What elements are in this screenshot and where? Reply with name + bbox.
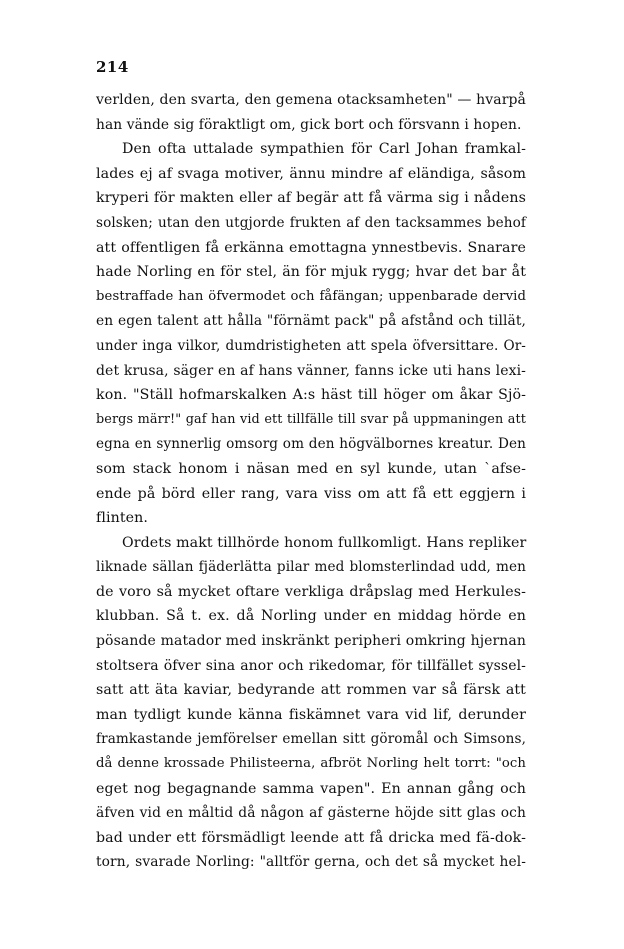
text-line: det krusa, säger en af hans vänner, fanns icke uti hans lexi- (96, 362, 526, 379)
text-line: flinten. (96, 510, 149, 527)
text-line: Den ofta uttalade sympathien för Carl Johan framkal- (122, 141, 526, 158)
page-number: 214 (96, 58, 129, 76)
text-line: Ordets makt tillhörde honom fullkomligt. Hans repliker (122, 534, 527, 551)
text-line: hade Norling en för stel, än för mjuk rygg; hvar det bar åt (96, 264, 526, 281)
text-line: solsken; utan den utgjorde frukten af den tacksammes behof (96, 214, 526, 231)
text-line: ende på börd eller rang, vara viss om att få ett eggjern i (96, 485, 526, 502)
text-line: torn, svarade Norling: "alltför gerna, och det så mycket hel- (96, 854, 526, 871)
text-line: bestraffade han öfvermodet och fåfängan; uppenbarade dervid (96, 288, 526, 304)
text-line: han vände sig föraktligt om, gick bort och försvann i hopen. (96, 116, 522, 133)
body-text (96, 88, 526, 875)
text-line: lades ej af svaga motiver, ännu mindre af eländiga, såsom (96, 165, 526, 182)
text-line: verlden, den svarta, den gemena otacksamheten" — hvarpå (96, 92, 526, 108)
text-line: bad under ett försmädligt leende att få dricka med fä-dok- (96, 829, 526, 846)
text-line: framkastande jemförelser emellan sitt göromål och Simsons, (96, 731, 526, 748)
text-line: kon. "Ställ hofmarskalken A:s häst till höger om åkar Sjö- (96, 387, 526, 404)
text-line: de voro så mycket oftare verkliga dråpslag med Herkules- (96, 583, 526, 600)
text-line: stoltsera öfver sina anor och rikedomar, för tillfället syssel- (96, 657, 526, 674)
text-line: man tydligt kunde känna fiskämnet vara vid lif, derunder (96, 706, 526, 723)
text-line: kryperi för makten eller af begär att få värma sig i nådens (96, 190, 526, 207)
text-line: egna en synnerlig omsorg om den högvälbornes kreatur. Den (96, 436, 526, 453)
text-line: bergs märr!" gaf han vid ett tillfälle till svar på uppmaningen att (96, 411, 526, 427)
text-line: klubban. Så t. ex. då Norling under en middag hörde en (96, 608, 526, 625)
text-line: äfven vid en måltid då någon af gästerne höjde sitt glas och (96, 805, 526, 822)
text-line: som stack honom i näsan med en syl kunde, utan `afse- (96, 460, 526, 477)
text-line: liknade sällan fjäderlätta pilar med blomsterlindad udd, men (96, 559, 526, 576)
text-line: eget nog begagnande samma vapen". En annan gång och (96, 780, 526, 797)
text-line: en egen talent att hålla "förnämt pack" på afstånd och tillät, (96, 313, 526, 330)
text-line: satt att äta kaviar, bedyrande att rommen var så färsk att (96, 682, 526, 699)
text-line: att offentligen få erkänna emottagna ynnestbevis. Snarare (96, 239, 526, 256)
text-line: under inga vilkor, dumdristigheten att spela öfversittare. Or- (96, 337, 526, 354)
text-line: pösande matador med inskränkt peripheri omkring hjernan (96, 633, 526, 650)
text-line: då denne krossade Philisteerna, afbröt Norling helt torrt: "och (96, 756, 526, 772)
